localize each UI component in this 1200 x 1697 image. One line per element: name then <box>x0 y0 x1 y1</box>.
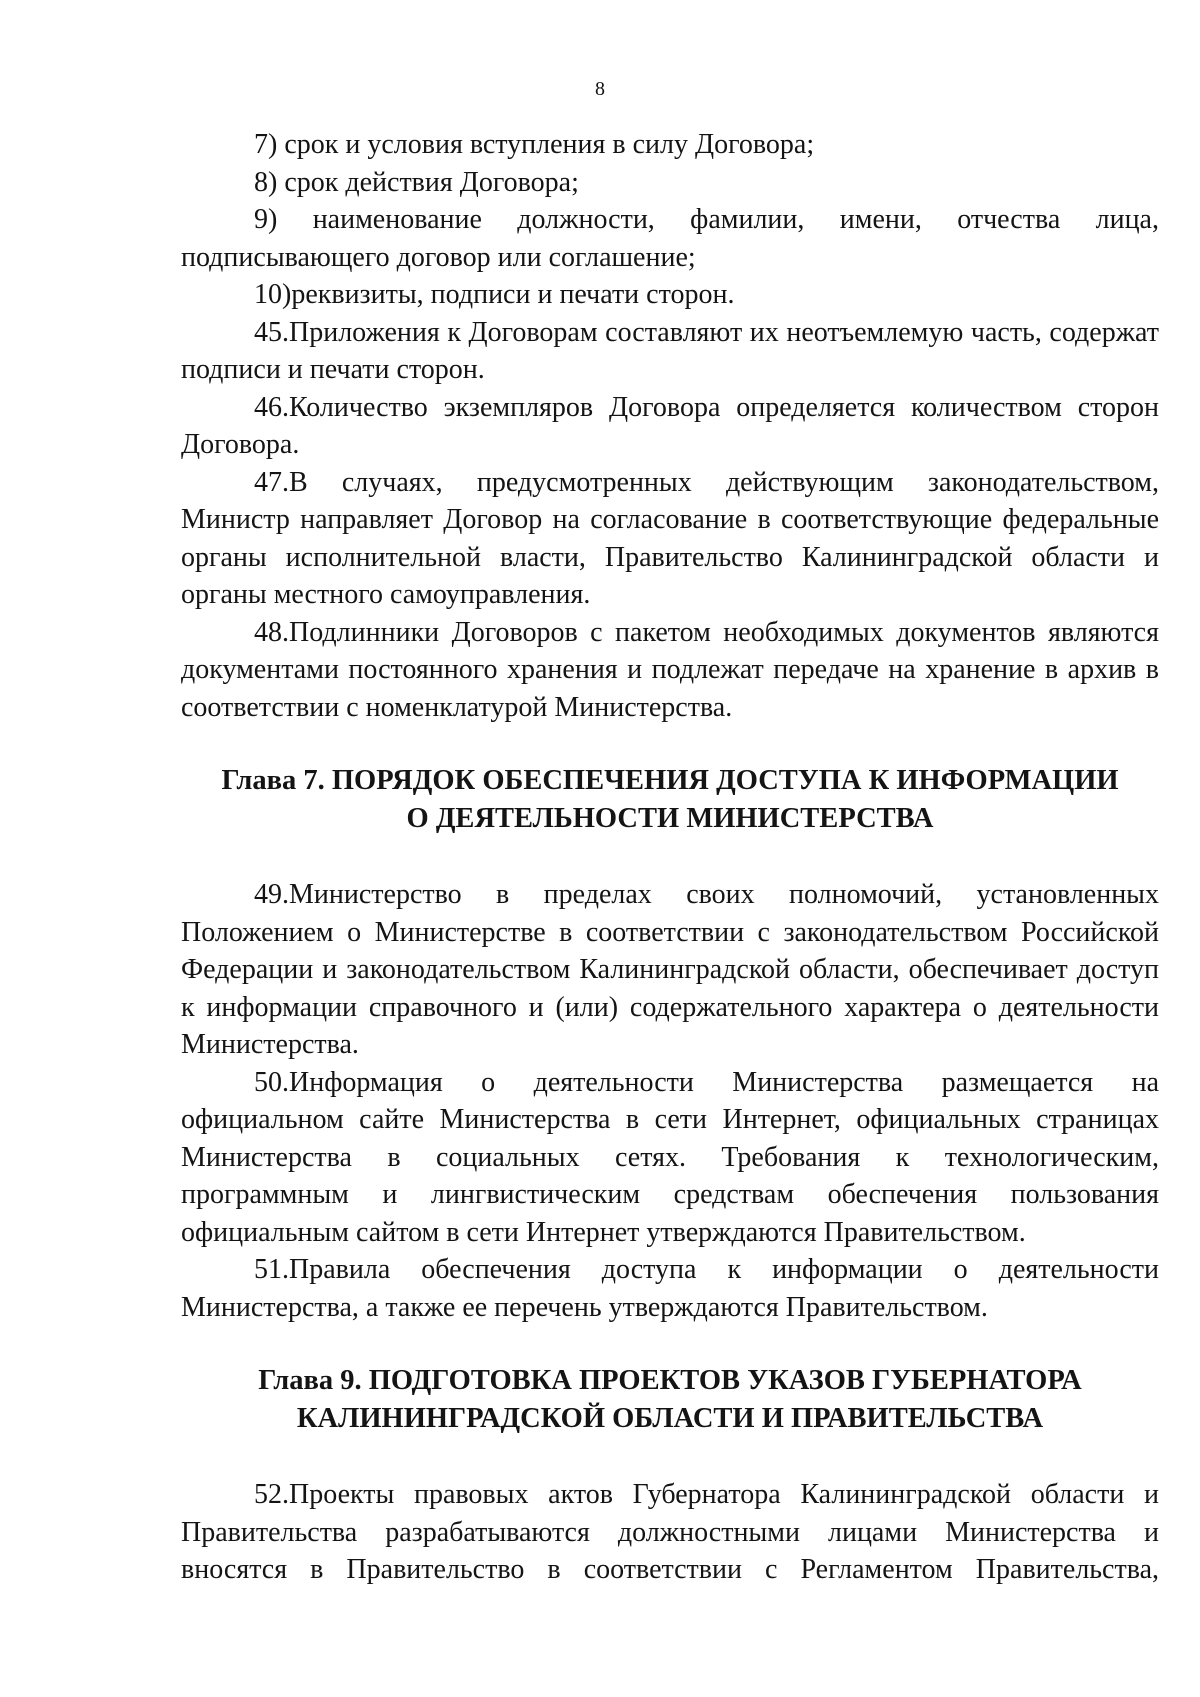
clause-52: 52.Проекты правовых актов Губернатора Калининградской области и Правительства разрабатываются должностными лицами Министерства и вносятся в Правительство в соответствии с Регламентом Правительства, <box>181 1479 1159 1585</box>
clause-47: 47.В случаях, предусмотренных действующим законодательством, Министр направляет Договор на согласование в соответствующие федеральные органы исполнительной власти, Правительство Калининградской области и органы местного самоуправления. <box>181 466 1159 610</box>
clause-48: 48.Подлинники Договоров с пакетом необходимых документов являются документами постоянного хранения и подлежат передаче на хранение в архив в соответствии с номенклатурой Министерства. <box>181 616 1159 723</box>
clause-45: 45.Приложения к Договорам составляют их неотъемлемую часть, содержат подписи и печати сторон. <box>181 316 1159 385</box>
chapter-9-heading <box>181 1362 1159 1438</box>
list-item-7: 7) срок и условия вступления в силу Договора; <box>254 129 815 160</box>
page-number: 8 <box>595 78 605 100</box>
clause-51: 51.Правила обеспечения доступа к информации о деятельности Министерства, а также ее перечень утверждаются Правительством. <box>181 1254 1159 1323</box>
list-item-8: 8) срок действия Договора; <box>254 166 579 198</box>
chapter-9-title-line-2: КАЛИНИНГРАДСКОЙ ОБЛАСТИ И ПРАВИТЕЛЬСТВА <box>296 1403 1044 1434</box>
clause-46: 46.Количество экземпляров Договора определяется количеством сторон Договора. <box>181 391 1159 460</box>
chapter-9-title-line-1: Глава 9. ПОДГОТОВКА ПРОЕКТОВ УКАЗОВ ГУБЕРНАТОРА <box>258 1365 1082 1396</box>
list-item-9: 9) наименование должности, фамилии, имени, отчества лица, подписывающего договор или соглашение; <box>181 204 1159 273</box>
clause-49: 49.Министерство в пределах своих полномочий, установленных Положением о Министерстве в соответствии с законодательством Российской Федерации и законодательством Калининградской области, обеспечивает доступ к информации справочного и (или) содержательного характера о деятельности Министерства. <box>181 879 1159 1060</box>
list-item-10: 10)реквизиты, подписи и печати сторон. <box>254 279 735 310</box>
chapter-7-title-line-2: О ДЕЯТЕЛЬНОСТИ МИНИСТЕРСТВА <box>406 803 934 834</box>
clause-50: 50.Информация о деятельности Министерства размещается на официальном сайте Министерства в сети Интернет, официальных страницах Министерства в социальных сетях. Требования к технологическим, программным и лингвистическим средствам обеспечения пользования официальным сайтом в сети Интернет утверждаются Правительством. <box>181 1066 1159 1248</box>
document-body <box>181 126 1159 1589</box>
chapter-7-heading <box>181 762 1159 838</box>
chapter-7-title-line-1: Глава 7. ПОРЯДОК ОБЕСПЕЧЕНИЯ ДОСТУПА К ИНФОРМАЦИИ <box>221 765 1119 796</box>
